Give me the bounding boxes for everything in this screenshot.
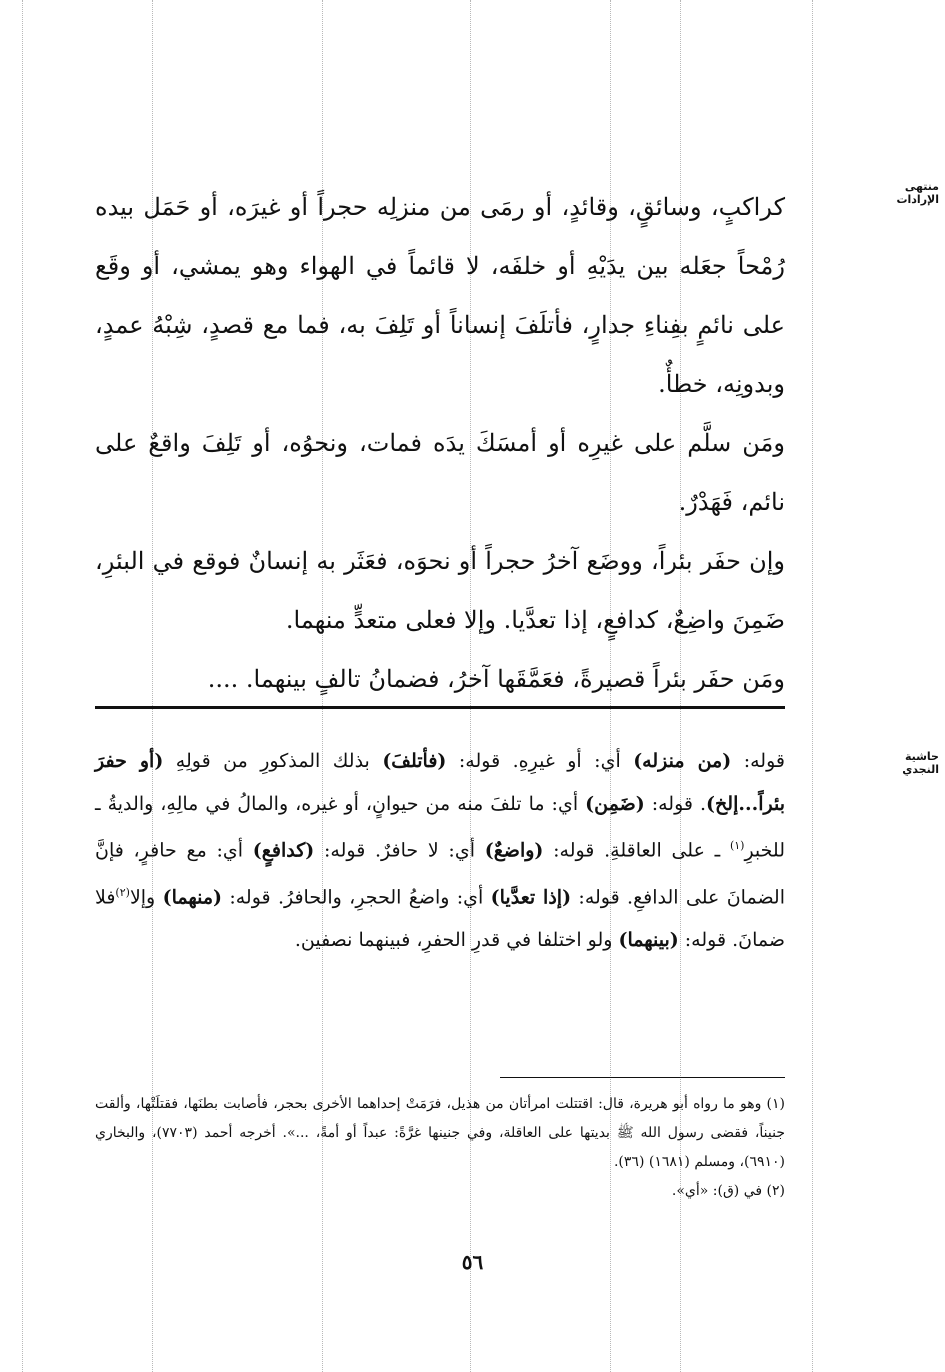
margin-label-main-text: منتهى الإرادات — [896, 180, 939, 206]
main-paragraph: ومَن حفَر بئراً قصيرةً، فعَمَّقَها آخرُ، فضمانُ تالفٍ بينهما. .... — [207, 665, 785, 693]
commentary-text-run: أي: ما تلفَ منه من حيوانٍ، أو غيره، والمالُ في مالِهِ، والديةُ ـ للخبرِ — [95, 792, 786, 862]
footnote-marker: (٢) — [115, 885, 130, 899]
footnote: (٢) في (ق): «أي». — [671, 1183, 785, 1199]
commentary-paragraph — [95, 740, 785, 961]
main-text — [95, 178, 785, 709]
main-paragraph: ومَن سلَّم على غيرِه أو أمسَكَ يدَه فمات، ونحوُه، أو تَلِفَ واقعٌ على نائم، فَهَدْرٌ. — [95, 429, 785, 516]
commentary-text-run: . قوله: — [644, 792, 707, 815]
commentary-text-run: بذلك المذكورِ من قولِهِ — [163, 750, 383, 772]
commentary-lemma: (كدافعٍ) — [252, 839, 315, 862]
commentary-text-run: قوله: — [731, 750, 785, 772]
main-paragraph: كراكبٍ، وسائقٍ، وقائدٍ، أو رمَى من منزلِه حجراً أو غيرَه، أو حَمَل بيده رُمْحاً جعَله بين يدَيْهِ أو خلفَه، لا قائماً في الهواء وهو يمشي، أو وقَع على نائمٍ بفِناءِ جدارٍ، فأتلَفَ إنساناً أو تَلِفَ به، فما مع قصدٍ، شِبْهُ عمدٍ، وبدونِه، خطأٌ. — [95, 193, 785, 398]
commentary-lemma: (منهما) — [162, 886, 222, 909]
scan-line — [812, 0, 813, 1372]
commentary-text-run: فلا ضمانَ. قوله: — [95, 886, 785, 951]
commentary-text — [95, 740, 785, 961]
commentary-text-run: أي: واضعُ الحجرِ، والحافرُ. قوله: — [222, 886, 491, 909]
commentary-lemma: (من منزله) — [633, 750, 732, 772]
commentary-lemma: (أو حفرَ بئراً...إلخ) — [95, 750, 785, 815]
page-number: ٥٦ — [461, 1250, 484, 1274]
footnote-rule — [500, 1077, 785, 1078]
commentary-text-run: ـ على العاقلةِ. قوله: — [543, 839, 730, 862]
main-paragraph: وإن حفَر بئراً، ووضَع آخرُ حجراً أو نحوَه، فعَثَر به إنسانٌ فوقع في البئرِ، ضَمِنَ واضِعٌ، كدافعٍ، إذا تعدَّيا. وإلا فعلى متعدٍّ منهما. — [95, 547, 785, 634]
commentary-lemma: (فأتلفَ) — [382, 750, 447, 772]
commentary-lemma: (واضعٌ) — [484, 839, 544, 862]
commentary-text-run: أي: لا حافرٌ. قوله: — [314, 839, 485, 862]
footnote: (١) وهو ما رواه أبو هريرة، قال: اقتتلت امرأتان من هذيل، فرَمَتْ إحداهما الأخرى بحجر، فأصابت بطنَها، فقتلَتْها، وألقت جنيناً، فقضى رسول الله ﷺ بديتها على العاقلة، وفي جنينها غرَّةً: عبداً أو أمةً، ...». أخرجه أحمد (٧٧٠٣)، والبخاري (٦٩١٠)، ومسلم (١٦٨١) (٣٦). — [95, 1096, 785, 1170]
commentary-lemma: (بينهما) — [618, 928, 679, 951]
commentary-text-run: ولو اختلفا في قدرِ الحفرِ، فبينهما نصفين. — [294, 928, 619, 951]
commentary-lemma: (إذا تعدَّيا) — [490, 886, 572, 909]
footnote-marker: (١) — [729, 839, 745, 852]
footnotes — [95, 1090, 785, 1206]
margin-label-commentary: حاشية النجدي — [902, 750, 939, 776]
scan-line — [22, 0, 23, 1372]
commentary-text-run: أي: مع حافرٍ، فإنَّ الضمانَ على الدافعِ. قوله: — [95, 839, 785, 909]
section-divider — [95, 706, 785, 709]
commentary-text-run: وإلا — [129, 886, 163, 909]
commentary-lemma: (ضَمِن) — [585, 792, 645, 815]
commentary-text-run: أي: أو غيرِهِ. قوله: — [446, 750, 634, 772]
